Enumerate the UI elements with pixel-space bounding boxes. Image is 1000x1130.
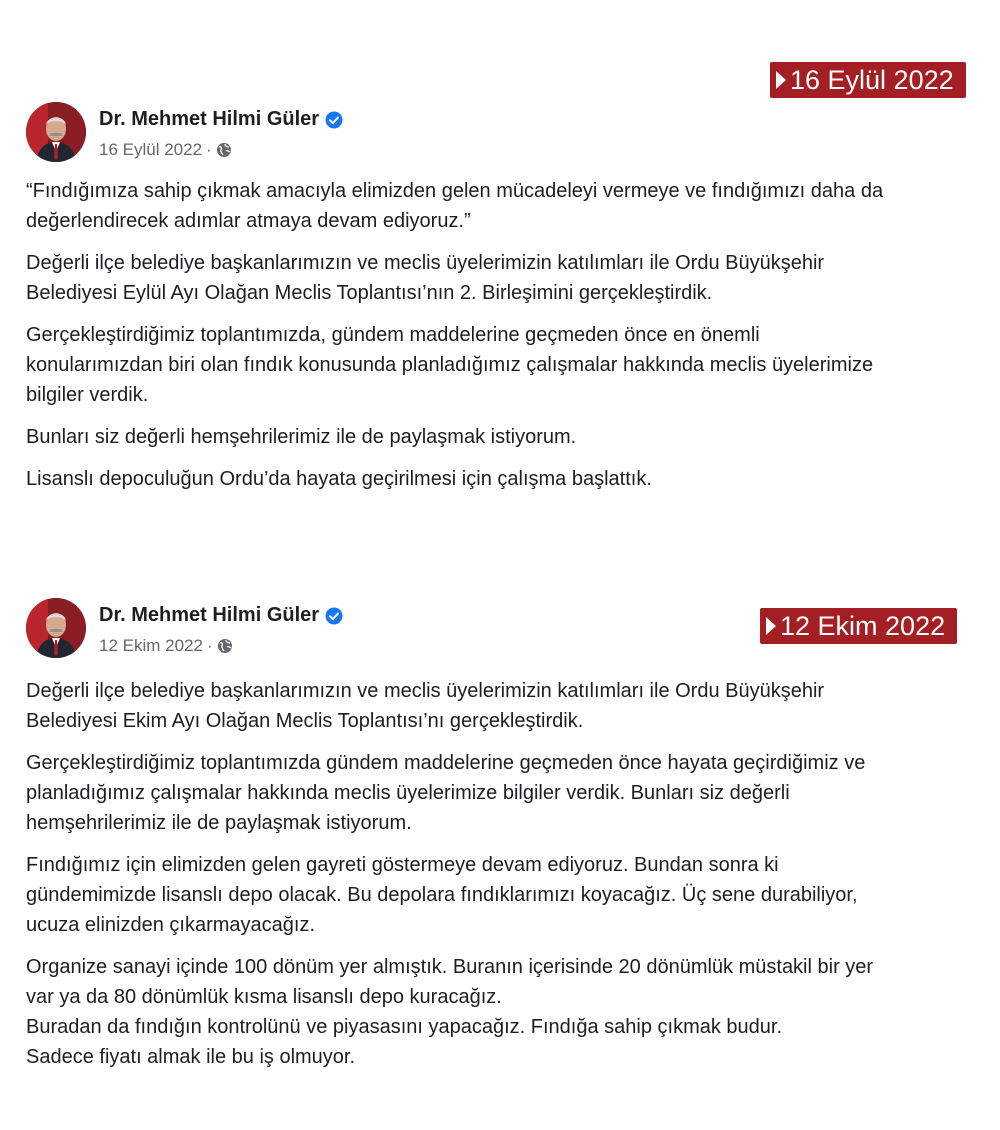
paragraph [26, 676, 1000, 736]
text-line: “Fındığımıza sahip çıkmak amacıyla elimizden gelen mücadeleyi vermeye ve fındığımızı daha da [26, 180, 884, 202]
triangle-icon [766, 617, 776, 635]
paragraph [26, 850, 1000, 940]
post-body [26, 676, 1000, 1084]
triangle-icon [776, 71, 786, 89]
globe-icon [216, 142, 232, 158]
avatar[interactable] [26, 102, 86, 162]
paragraph [26, 952, 1000, 1072]
paragraph [26, 176, 1000, 236]
separator-dot: · [206, 140, 212, 159]
text-line: Buradan da fındığın kontrolünü ve piyasasını yapacağız. Fındığa sahip çıkmak budur. [26, 1016, 783, 1038]
post-body [26, 176, 1000, 506]
text-line: hemşehrilerimiz ile de paylaşmak istiyorum. [26, 812, 412, 834]
separator-dot: · [206, 636, 213, 655]
text-line: planladığımız çalışmalar hakkında meclis üyelerimize bilgiler verdik. Bunları siz değerli [26, 782, 790, 804]
paragraph [26, 422, 1000, 452]
text-line: Gerçekleştirdiğimiz toplantımızda, gündem maddelerine geçmeden önce en önemli [26, 324, 760, 346]
avatar[interactable] [26, 598, 86, 658]
paragraph [26, 320, 1000, 410]
text-line: var ya da 80 dönümlük kısma lisanslı depo kuracağız. [26, 986, 502, 1008]
text-line: Organize sanayi içinde 100 dönüm yer almıştık. Buranın içerisinde 20 dönümlük müstakil bir yer [26, 956, 874, 978]
date-tag [760, 608, 957, 644]
text-line: konularımızdan biri olan fındık konusunda planladığımız çalışmalar hakkında meclis üyelerimize [26, 354, 874, 376]
date-tag-label: 12 Ekim 2022 [780, 611, 946, 641]
paragraph [26, 464, 1000, 494]
text-line: Lisanslı depoculuğun Ordu’da hayata geçirilmesi için çalışma başlattık. [26, 468, 652, 490]
author-name[interactable]: Dr. Mehmet Hilmi Güler [99, 108, 320, 130]
text-line: gündemimizde lisanslı depo olacak. Bu depolara fındıklarımızı koyacağız. Üç sene durabiliyor, [26, 884, 858, 906]
text-line: Belediyesi Eylül Ayı Olağan Meclis Toplantısı’nın 2. Birleşimini gerçekleştirdik. [26, 282, 713, 304]
text-line: Bunları siz değerli hemşehrilerimiz ile de paylaşmak istiyorum. [26, 426, 577, 448]
date-tag [770, 62, 966, 98]
post-date[interactable]: 16 Eylül 2022 [99, 140, 203, 159]
text-line: ucuza elinizden çıkarmayacağız. [26, 914, 316, 936]
verified-badge-icon [325, 111, 343, 129]
text-line: Değerli ilçe belediye başkanlarımızın ve meclis üyelerimizin katılımları ile Ordu Büyükşehir [26, 680, 825, 702]
text-line: Belediyesi Ekim Ayı Olağan Meclis Toplantısı’nı gerçekleştirdik. [26, 710, 584, 732]
author-name[interactable]: Dr. Mehmet Hilmi Güler [99, 604, 320, 626]
text-line: Sadece fiyatı almak ile bu iş olmuyor. [26, 1046, 356, 1068]
paragraph [26, 748, 1000, 838]
text-line: Gerçekleştirdiğimiz toplantımızda gündem maddelerine geçmeden önce hayata geçirdiğimiz ve [26, 752, 866, 774]
post-date[interactable]: 12 Ekim 2022 [99, 636, 203, 655]
text-line: Fındığımız için elimizden gelen gayreti göstermeye devam ediyoruz. Bundan sonra ki [26, 854, 779, 876]
text-line: bilgiler verdik. [26, 384, 149, 406]
globe-icon [217, 638, 233, 654]
text-line: Değerli ilçe belediye başkanlarımızın ve meclis üyelerimizin katılımları ile Ordu Büyükşehir [26, 252, 825, 274]
verified-badge-icon [325, 607, 343, 625]
date-tag-label: 16 Eylül 2022 [790, 65, 954, 95]
text-line: değerlendirecek adımlar atmaya devam ediyoruz.” [26, 210, 471, 232]
paragraph [26, 248, 1000, 308]
